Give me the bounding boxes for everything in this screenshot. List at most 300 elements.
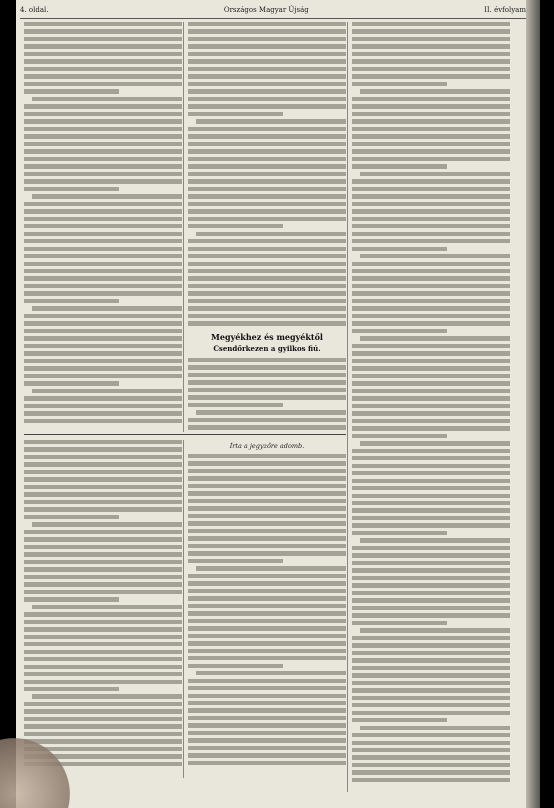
text-line [24, 485, 182, 489]
text-line [352, 696, 510, 700]
text-line [196, 232, 346, 236]
text-line [352, 232, 510, 236]
text-line [24, 134, 182, 138]
text-line [188, 388, 346, 392]
text-line [352, 673, 510, 677]
text-line [352, 209, 510, 213]
text-line [352, 553, 510, 557]
text-line [352, 516, 510, 520]
text-line [24, 37, 182, 41]
text-line [188, 418, 346, 422]
text-line [24, 560, 182, 564]
text-line [352, 419, 510, 423]
text-line [188, 476, 346, 480]
text-line [352, 681, 510, 685]
text-line [188, 37, 346, 41]
text-line [352, 217, 510, 221]
text-line [24, 552, 182, 556]
text-line [352, 778, 510, 782]
text-line [188, 753, 346, 757]
text-line [32, 694, 182, 698]
text-line [360, 726, 510, 730]
text-line [24, 537, 182, 541]
text-line [24, 74, 182, 78]
text-line [24, 620, 182, 624]
text-line [188, 574, 346, 578]
text-line [24, 642, 182, 646]
text-line [352, 404, 510, 408]
section-heading: Megyékhez és megyéktől [211, 331, 323, 342]
text-line [352, 179, 510, 183]
text-line [352, 164, 447, 168]
text-line [188, 373, 346, 377]
text-line [24, 89, 119, 93]
text-line [24, 732, 182, 736]
text-line [24, 404, 182, 408]
book-binding [526, 0, 540, 808]
text-line [24, 530, 182, 534]
text-line [24, 359, 182, 363]
text-line [188, 529, 346, 533]
text-line [352, 546, 510, 550]
text-line [188, 484, 346, 488]
text-line [188, 187, 346, 191]
text-line [352, 576, 510, 580]
text-line [188, 52, 346, 56]
text-line [24, 336, 182, 340]
text-line [188, 134, 346, 138]
text-line [188, 104, 346, 108]
text-line [188, 589, 346, 593]
text-line [352, 112, 510, 116]
text-line [24, 582, 182, 586]
text-line [188, 269, 346, 273]
text-line [24, 59, 182, 63]
text-line [24, 202, 182, 206]
article-lower-left [24, 440, 182, 778]
text-line [24, 515, 119, 519]
text-line [352, 149, 510, 153]
text-line [196, 671, 346, 675]
text-line [24, 127, 182, 131]
text-line [24, 500, 182, 504]
text-line [352, 269, 510, 273]
text-line [188, 746, 346, 750]
text-line [188, 299, 346, 303]
text-line [24, 149, 182, 153]
text-line [24, 455, 182, 459]
text-line [188, 247, 346, 251]
text-line [352, 434, 447, 438]
text-line [352, 366, 510, 370]
text-line [352, 486, 510, 490]
column-divider [347, 22, 348, 792]
text-line [352, 479, 510, 483]
text-line [352, 314, 510, 318]
text-line [188, 604, 346, 608]
text-line [24, 329, 182, 333]
text-line [196, 410, 346, 414]
text-line [352, 127, 510, 131]
text-line [352, 508, 510, 512]
text-line [24, 321, 182, 325]
text-line [32, 97, 182, 101]
text-line [188, 544, 346, 548]
article-column-left [24, 22, 182, 432]
text-line [24, 269, 182, 273]
text-line [352, 262, 510, 266]
text-line [188, 506, 346, 510]
text-line [352, 748, 510, 752]
text-line [188, 44, 346, 48]
text-line [24, 29, 182, 33]
text-line [24, 344, 182, 348]
text-line [352, 763, 510, 767]
text-line [24, 284, 182, 288]
text-line [360, 336, 510, 340]
text-line [188, 217, 346, 221]
text-line [24, 157, 182, 161]
text-line [24, 462, 182, 466]
text-line [24, 702, 182, 706]
text-line [352, 449, 510, 453]
text-line [360, 628, 510, 632]
text-line [24, 687, 119, 691]
text-line [24, 276, 182, 280]
text-line [24, 507, 182, 511]
text-line [188, 454, 346, 458]
text-line [188, 59, 346, 63]
text-line [188, 164, 346, 168]
text-line [188, 461, 346, 465]
text-line [352, 299, 510, 303]
text-line [24, 665, 182, 669]
text-line [352, 306, 510, 310]
text-line [188, 82, 346, 86]
text-line [188, 686, 346, 690]
text-line [352, 74, 510, 78]
text-line [24, 119, 182, 123]
text-line [188, 656, 346, 660]
text-line [188, 97, 346, 101]
text-line [188, 694, 346, 698]
text-line [352, 613, 510, 617]
text-line [188, 499, 346, 503]
text-line [352, 636, 510, 640]
text-line [352, 59, 510, 63]
text-line [352, 291, 510, 295]
text-line [24, 680, 182, 684]
text-line [24, 44, 182, 48]
text-line [188, 89, 346, 93]
text-line [188, 708, 346, 712]
text-line [352, 284, 510, 288]
text-line [188, 469, 346, 473]
text-line [24, 67, 182, 71]
text-line [188, 596, 346, 600]
text-line [352, 688, 510, 692]
text-line [24, 635, 182, 639]
text-line [24, 739, 182, 743]
text-line [352, 344, 510, 348]
text-line [24, 142, 182, 146]
text-line [188, 224, 283, 228]
article-column-middle [188, 22, 346, 432]
text-line [24, 82, 182, 86]
text-line [352, 471, 510, 475]
text-line [24, 492, 182, 496]
text-line [352, 329, 447, 333]
text-line [188, 514, 346, 518]
text-line [352, 583, 510, 587]
text-line [24, 187, 119, 191]
article-subheading: Csendőrkezen a gyilkos fiú. [213, 343, 321, 353]
text-line [188, 619, 346, 623]
text-line [24, 374, 182, 378]
text-line [24, 567, 182, 571]
text-line [196, 566, 346, 570]
text-line [24, 724, 182, 728]
text-line [352, 194, 510, 198]
text-line [188, 611, 346, 615]
text-line [188, 127, 346, 131]
text-line [188, 321, 346, 325]
text-line [188, 626, 346, 630]
text-line [352, 22, 510, 26]
text-line [188, 209, 346, 213]
text-line [360, 254, 510, 258]
text-line [24, 254, 182, 258]
text-line [352, 389, 510, 393]
text-line [24, 299, 119, 303]
text-line [24, 112, 182, 116]
text-line [188, 425, 346, 429]
text-line [188, 731, 346, 735]
text-line [32, 389, 182, 393]
text-line [188, 112, 283, 116]
text-line [352, 157, 510, 161]
text-line [188, 641, 346, 645]
text-line [188, 291, 346, 295]
text-line [352, 134, 510, 138]
text-line [352, 239, 510, 243]
text-line [32, 306, 182, 310]
text-line [352, 426, 510, 430]
text-line [188, 365, 346, 369]
text-line [24, 52, 182, 56]
text-line [32, 605, 182, 609]
text-line [188, 67, 346, 71]
text-line [352, 52, 510, 56]
text-line [24, 590, 182, 594]
text-line [24, 164, 182, 168]
text-line [188, 536, 346, 540]
text-line [24, 366, 182, 370]
text-line [352, 142, 510, 146]
newspaper-title: Országos Magyar Újság [223, 6, 309, 14]
text-line [188, 358, 346, 362]
text-line [352, 381, 510, 385]
text-line [24, 672, 182, 676]
text-line [188, 74, 346, 78]
text-line [352, 494, 510, 498]
article-caption: Írta a jegyzőre adomb. [229, 442, 305, 450]
text-line [188, 380, 346, 384]
text-line [188, 649, 346, 653]
text-line [24, 247, 182, 251]
text-line [188, 395, 346, 399]
text-line [24, 22, 182, 26]
text-line [188, 551, 346, 555]
text-line [24, 262, 182, 266]
text-line [188, 306, 346, 310]
text-line [24, 477, 182, 481]
text-line [188, 738, 346, 742]
text-line [24, 224, 182, 228]
text-line [352, 651, 510, 655]
column-divider [183, 440, 184, 778]
text-line [352, 44, 510, 48]
text-line [352, 374, 510, 378]
text-line [24, 612, 182, 616]
text-line [188, 701, 346, 705]
text-line [188, 194, 346, 198]
text-line [352, 598, 510, 602]
page-number: 4. oldal. [20, 6, 49, 14]
text-line [188, 239, 346, 243]
text-line [352, 351, 510, 355]
text-line [352, 741, 510, 745]
text-line [32, 194, 182, 198]
text-line [352, 666, 510, 670]
text-line [188, 202, 346, 206]
text-line [352, 703, 510, 707]
text-line [352, 396, 510, 400]
text-line [24, 411, 182, 415]
text-line [352, 733, 510, 737]
text-line [352, 568, 510, 572]
text-line [352, 224, 510, 228]
volume-label: II. évfolyam [484, 6, 526, 14]
text-line [352, 770, 510, 774]
text-line [188, 276, 346, 280]
text-line [352, 531, 447, 535]
text-line [352, 501, 510, 505]
text-line [24, 717, 182, 721]
text-line [24, 104, 182, 108]
section-divider [24, 434, 346, 435]
text-line [188, 491, 346, 495]
text-line [24, 597, 119, 601]
column-divider [183, 22, 184, 432]
text-line [188, 559, 283, 563]
text-line [24, 209, 182, 213]
text-line [188, 314, 346, 318]
text-line [188, 761, 346, 765]
text-line [352, 621, 447, 625]
text-line [24, 232, 182, 236]
text-line [24, 291, 182, 295]
text-line [360, 172, 510, 176]
text-line [24, 447, 182, 451]
text-line [188, 254, 346, 258]
text-line [352, 591, 510, 595]
text-line [352, 718, 447, 722]
text-line [188, 664, 283, 668]
text-line [24, 657, 182, 661]
text-line [188, 262, 346, 266]
text-line [352, 276, 510, 280]
text-line [352, 411, 510, 415]
text-line [352, 82, 447, 86]
text-line [24, 470, 182, 474]
page-header [20, 6, 526, 19]
text-line [188, 723, 346, 727]
text-line [188, 716, 346, 720]
text-line [188, 172, 346, 176]
text-line [24, 172, 182, 176]
text-line [188, 29, 346, 33]
text-line [24, 419, 182, 423]
text-line [352, 321, 510, 325]
text-line [188, 157, 346, 161]
text-line [24, 217, 182, 221]
text-line [352, 658, 510, 662]
text-line [24, 440, 182, 444]
text-line [352, 606, 510, 610]
text-line [352, 187, 510, 191]
text-line [24, 627, 182, 631]
text-line [188, 179, 346, 183]
text-line [24, 239, 182, 243]
text-line [24, 709, 182, 713]
text-line [352, 37, 510, 41]
text-line [188, 521, 346, 525]
text-line [352, 202, 510, 206]
text-line [24, 545, 182, 549]
text-line [360, 89, 510, 93]
text-line [352, 643, 510, 647]
text-line [352, 523, 510, 527]
text-line [360, 441, 510, 445]
text-line [188, 679, 346, 683]
text-line [196, 119, 346, 123]
text-line [24, 381, 119, 385]
text-line [352, 561, 510, 565]
text-line [352, 464, 510, 468]
article-lower-middle [188, 440, 346, 778]
text-line [352, 456, 510, 460]
article-column-right [352, 22, 510, 792]
text-line [188, 284, 346, 288]
newspaper-page [16, 0, 540, 808]
text-line [352, 359, 510, 363]
text-line [188, 634, 346, 638]
text-line [188, 581, 346, 585]
text-line [352, 119, 510, 123]
text-line [188, 403, 283, 407]
text-line [24, 650, 182, 654]
text-line [188, 22, 346, 26]
text-line [352, 67, 510, 71]
text-line [352, 97, 510, 101]
text-line [352, 29, 510, 33]
text-line [188, 142, 346, 146]
text-line [24, 575, 182, 579]
text-line [32, 522, 182, 526]
text-line [352, 711, 510, 715]
text-line [188, 149, 346, 153]
